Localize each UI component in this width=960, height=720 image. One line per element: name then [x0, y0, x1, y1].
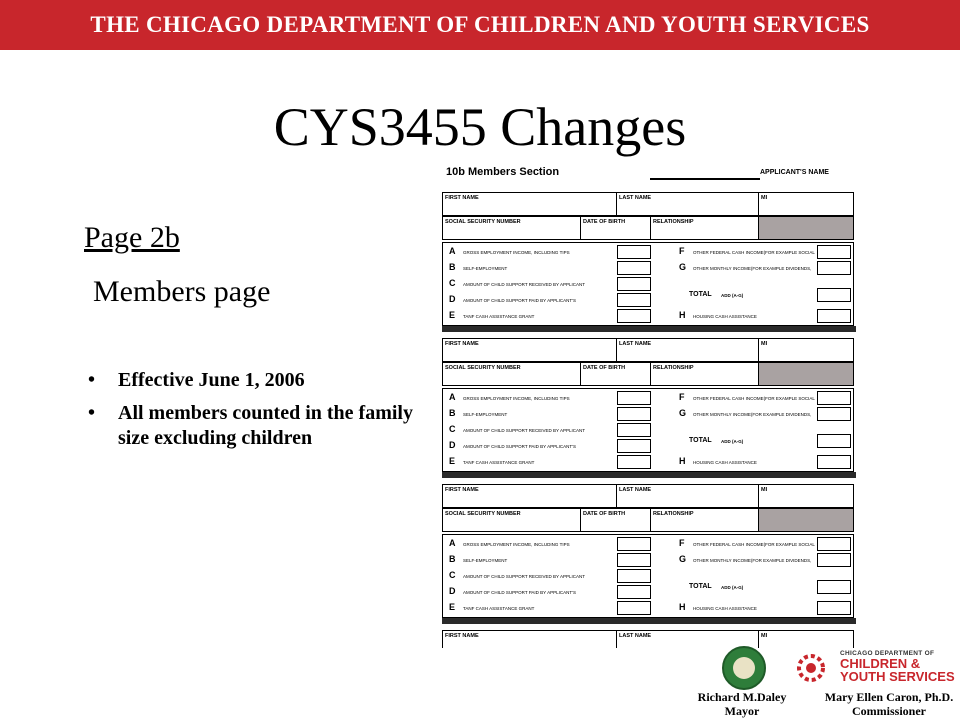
income-item-letter: G [679, 554, 687, 564]
income-item-text: HOUSING CASH ASSISTANCE [693, 460, 757, 465]
mi-label: MI [761, 341, 768, 347]
dob-label: DATE OF BIRTH [583, 511, 626, 517]
income-item-text: AMOUNT OF CHILD SUPPORT PAID BY APPLICANT'S [463, 298, 576, 303]
income-item-text: OTHER FEDERAL CASH INCOME(FOR EXAMPLE SOCIAL [693, 250, 815, 255]
shaded-cell [759, 509, 853, 531]
income-section [442, 388, 854, 472]
income-item-letter: B [449, 262, 456, 272]
income-amount-box [817, 391, 851, 405]
applicant-name-label: APPLICANT'S NAME [760, 169, 829, 176]
member-block [442, 482, 856, 628]
income-amount-box [817, 261, 851, 275]
commissioner-name: Mary Ellen Caron, Ph.D. [824, 690, 954, 704]
income-amount-box [817, 601, 851, 615]
income-amount-box [617, 439, 651, 453]
members-form-image [432, 160, 856, 648]
income-item-letter: A [449, 538, 456, 548]
income-amount-box [617, 407, 651, 421]
income-item-text: AMOUNT OF CHILD SUPPORT RECEIVED BY APPLICANT [463, 574, 585, 579]
income-item-text: GROSS EMPLOYMENT INCOME, INCLUDING TIPS [463, 542, 570, 547]
income-item-letter: E [449, 310, 456, 320]
income-amount-box [617, 553, 651, 567]
shaded-cell [759, 217, 853, 239]
last-name-label: LAST NAME [619, 195, 652, 201]
total-add-label: ADD (A-G) [721, 585, 744, 590]
income-item-text: SELF-EMPLOYMENT [463, 558, 508, 563]
bullet-item: • Effective June 1, 2006 [88, 368, 418, 393]
total-amount-box [817, 580, 851, 594]
subtitle-page: Page 2b [84, 221, 180, 254]
income-item-letter: E [449, 456, 456, 466]
income-amount-box [817, 309, 851, 323]
income-item-letter: F [679, 246, 685, 256]
name-row [442, 192, 854, 216]
block-separator-bar [442, 326, 856, 332]
last-name-label: LAST NAME [619, 341, 652, 347]
income-item-text: HOUSING CASH ASSISTANCE [693, 606, 757, 611]
income-section [442, 534, 854, 618]
total-add-label: ADD (A-G) [721, 293, 744, 298]
total-amount-box [817, 434, 851, 448]
dob-label: DATE OF BIRTH [583, 219, 626, 225]
income-amount-box [617, 309, 651, 323]
income-item-text: AMOUNT OF CHILD SUPPORT PAID BY APPLICANT'S [463, 590, 576, 595]
name-row [442, 484, 854, 508]
income-amount-box [817, 537, 851, 551]
member-block [442, 336, 856, 482]
ssn-row [442, 216, 854, 240]
income-item-text: AMOUNT OF CHILD SUPPORT RECEIVED BY APPLICANT [463, 428, 585, 433]
shaded-cell [759, 363, 853, 385]
income-item-letter: G [679, 262, 687, 272]
income-item-letter: B [449, 554, 456, 564]
income-amount-box [617, 423, 651, 437]
ssn-row [442, 362, 854, 386]
income-amount-box [817, 455, 851, 469]
income-item-text: TANF CASH ASSISTANCE GRANT [463, 314, 535, 319]
income-item-letter: D [449, 440, 456, 450]
block-separator-bar [442, 618, 856, 624]
income-amount-box [817, 407, 851, 421]
income-amount-box [617, 455, 651, 469]
logo-line2: CHILDREN & [840, 656, 921, 671]
income-section [442, 242, 854, 326]
total-label: TOTAL [689, 583, 712, 590]
income-item-letter: H [679, 310, 686, 320]
ssn-label: SOCIAL SECURITY NUMBER [445, 365, 521, 371]
city-seal-icon [722, 646, 766, 690]
bullet-list [88, 368, 418, 459]
mayor-name: Richard M.Daley [697, 690, 787, 704]
income-amount-box [617, 601, 651, 615]
income-item-letter: E [449, 602, 456, 612]
header-banner: THE CHICAGO DEPARTMENT OF CHILDREN AND YOUTH SERVICES [0, 0, 960, 50]
member-block [442, 190, 856, 336]
income-item-text: AMOUNT OF CHILD SUPPORT PAID BY APPLICANT'S [463, 444, 576, 449]
total-amount-box [817, 288, 851, 302]
income-amount-box [617, 391, 651, 405]
income-item-text: HOUSING CASH ASSISTANCE [693, 314, 757, 319]
relationship-label: RELATIONSHIP [653, 219, 694, 225]
income-item-text: OTHER MONTHLY INCOME(FOR EXAMPLE DIVIDENDS, [693, 558, 812, 563]
mi-label: MI [761, 487, 768, 493]
income-item-letter: C [449, 278, 456, 288]
income-amount-box [617, 261, 651, 275]
income-amount-box [617, 277, 651, 291]
income-item-text: OTHER MONTHLY INCOME(FOR EXAMPLE DIVIDENDS, [693, 266, 812, 271]
income-item-letter: F [679, 538, 685, 548]
name-row [442, 630, 854, 648]
income-item-letter: G [679, 408, 687, 418]
income-item-letter: C [449, 570, 456, 580]
last-name-label: LAST NAME [619, 487, 652, 493]
total-add-label: ADD (A-G) [721, 439, 744, 444]
income-item-text: GROSS EMPLOYMENT INCOME, INCLUDING TIPS [463, 250, 570, 255]
income-amount-box [817, 245, 851, 259]
income-item-text: GROSS EMPLOYMENT INCOME, INCLUDING TIPS [463, 396, 570, 401]
income-item-text: SELF-EMPLOYMENT [463, 266, 508, 271]
first-name-label: FIRST NAME [445, 487, 479, 493]
first-name-label: FIRST NAME [445, 341, 479, 347]
income-amount-box [817, 553, 851, 567]
mi-label: MI [761, 633, 768, 639]
subtitle-members: Members page [93, 275, 271, 308]
applicant-name-line [650, 178, 760, 180]
total-label: TOTAL [689, 437, 712, 444]
name-row [442, 338, 854, 362]
income-amount-box [617, 293, 651, 307]
member-block [442, 628, 856, 648]
income-item-text: OTHER MONTHLY INCOME(FOR EXAMPLE DIVIDENDS, [693, 412, 812, 417]
commissioner-title: Commissioner [852, 704, 926, 718]
dcys-star-logo-icon [793, 650, 829, 686]
income-item-letter: A [449, 392, 456, 402]
block-separator-bar [442, 472, 856, 478]
income-item-letter: H [679, 456, 686, 466]
ssn-label: SOCIAL SECURITY NUMBER [445, 511, 521, 517]
income-item-text: TANF CASH ASSISTANCE GRANT [463, 606, 535, 611]
mayor-title: Mayor [724, 704, 760, 718]
relationship-label: RELATIONSHIP [653, 365, 694, 371]
commissioner-caption [818, 690, 960, 718]
income-item-letter: B [449, 408, 456, 418]
last-name-label: LAST NAME [619, 633, 652, 639]
income-amount-box [617, 245, 651, 259]
first-name-label: FIRST NAME [445, 633, 479, 639]
income-item-letter: C [449, 424, 456, 434]
relationship-label: RELATIONSHIP [653, 511, 694, 517]
ssn-row [442, 508, 854, 532]
dcys-logo-text [840, 650, 955, 683]
income-amount-box [617, 537, 651, 551]
mayor-caption [672, 690, 812, 718]
income-amount-box [617, 585, 651, 599]
ssn-label: SOCIAL SECURITY NUMBER [445, 219, 521, 225]
logo-line3: YOUTH SERVICES [840, 669, 955, 684]
income-item-letter: H [679, 602, 686, 612]
income-item-letter: F [679, 392, 685, 402]
form-header [432, 160, 856, 192]
income-item-letter: D [449, 294, 456, 304]
form-section-title: 10b Members Section [446, 166, 560, 178]
income-amount-box [617, 569, 651, 583]
first-name-label: FIRST NAME [445, 195, 479, 201]
mi-label: MI [761, 195, 768, 201]
income-item-text: SELF-EMPLOYMENT [463, 412, 508, 417]
dob-label: DATE OF BIRTH [583, 365, 626, 371]
income-item-text: OTHER FEDERAL CASH INCOME(FOR EXAMPLE SOCIAL [693, 396, 815, 401]
logo-line1: CHICAGO DEPARTMENT OF [840, 650, 935, 657]
income-item-text: AMOUNT OF CHILD SUPPORT RECEIVED BY APPLICANT [463, 282, 585, 287]
income-item-text: TANF CASH ASSISTANCE GRANT [463, 460, 535, 465]
slide-title: CYS3455 Changes [273, 97, 687, 157]
income-item-letter: A [449, 246, 456, 256]
total-label: TOTAL [689, 291, 712, 298]
income-item-letter: D [449, 586, 456, 596]
bullet-item: • All members counted in the family size excluding children [88, 401, 418, 451]
income-item-text: OTHER FEDERAL CASH INCOME(FOR EXAMPLE SOCIAL [693, 542, 815, 547]
